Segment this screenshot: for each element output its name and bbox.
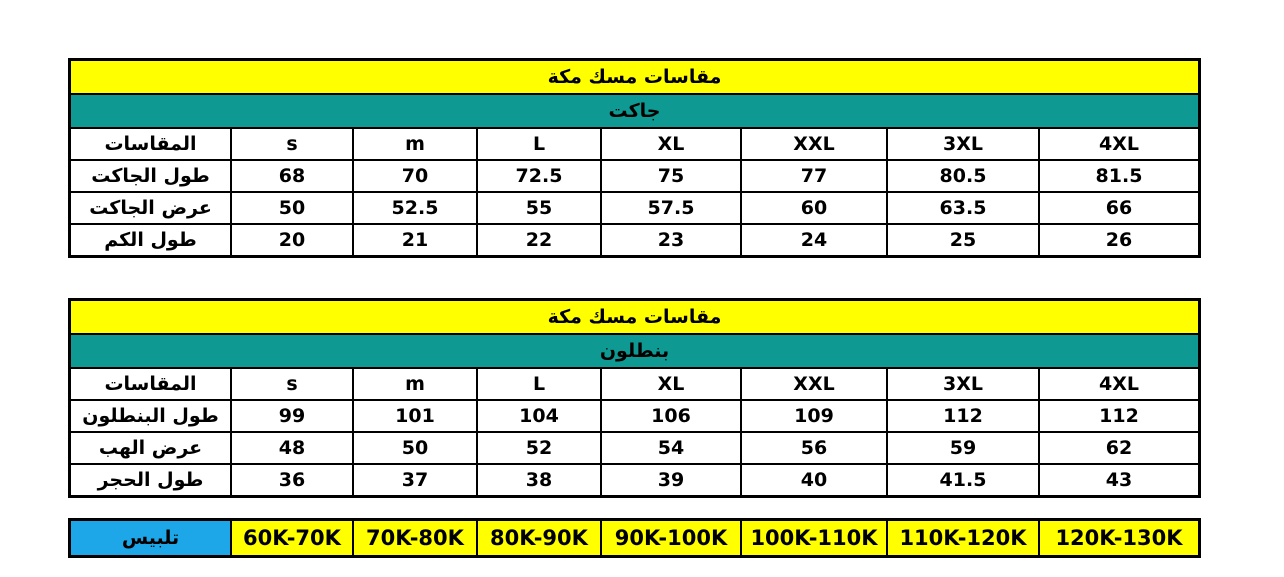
table-cell: 60 [741,192,887,224]
table-cell: 38 [477,464,601,495]
header-cell: s [231,369,353,400]
table-cell: 70 [353,160,477,192]
fit-weight-table [68,518,1201,558]
table-cell: 59 [887,432,1039,464]
table-cell: 43 [1039,464,1198,495]
header-cell: 4XL [1039,129,1198,160]
table-row [71,464,1198,495]
row-label: طول الجاكت [71,160,231,192]
table-cell: 26 [1039,224,1198,255]
weight-range-cell: 90K-100K [601,521,741,555]
jacket-size-table [68,58,1201,258]
table-cell: 72.5 [477,160,601,192]
table-cell: 23 [601,224,741,255]
weight-range-cell: 100K-110K [741,521,887,555]
table-cell: 99 [231,400,353,432]
pants-table-subtitle: بنطلون [71,335,1198,369]
table-cell: 39 [601,464,741,495]
table-cell: 48 [231,432,353,464]
table-cell: 56 [741,432,887,464]
weight-range-cell: 80K-90K [477,521,601,555]
table-cell: 101 [353,400,477,432]
weight-range-cell: 110K-120K [887,521,1039,555]
fit-grid [71,521,1198,555]
jacket-header-row [71,129,1198,160]
header-cell: 3XL [887,129,1039,160]
pants-table-title: مقاسات مسك مكة [71,301,1198,335]
table-row [71,432,1198,464]
header-cell: L [477,129,601,160]
header-cell: المقاسات [71,369,231,400]
table-cell: 109 [741,400,887,432]
table-cell: 37 [353,464,477,495]
table-cell: 54 [601,432,741,464]
header-cell: m [353,369,477,400]
header-cell: L [477,369,601,400]
table-row [71,224,1198,255]
row-label: عرض الهب [71,432,231,464]
table-cell: 52.5 [353,192,477,224]
table-cell: 41.5 [887,464,1039,495]
header-cell: s [231,129,353,160]
table-cell: 24 [741,224,887,255]
table-cell: 81.5 [1039,160,1198,192]
table-cell: 22 [477,224,601,255]
fit-row [71,521,1198,555]
table-row [71,160,1198,192]
pants-header-row [71,369,1198,400]
table-cell: 66 [1039,192,1198,224]
table-cell: 63.5 [887,192,1039,224]
jacket-table-title: مقاسات مسك مكة [71,61,1198,95]
row-label: عرض الجاكت [71,192,231,224]
weight-range-cell: 120K-130K [1039,521,1198,555]
table-cell: 40 [741,464,887,495]
table-cell: 21 [353,224,477,255]
row-label: طول البنطلون [71,400,231,432]
pants-grid [71,369,1198,495]
weight-range-cell: 70K-80K [353,521,477,555]
table-cell: 80.5 [887,160,1039,192]
table-cell: 36 [231,464,353,495]
header-cell: XL [601,129,741,160]
header-cell: XXL [741,129,887,160]
fit-label: تلبيس [71,521,231,555]
table-cell: 20 [231,224,353,255]
table-row [71,400,1198,432]
table-cell: 68 [231,160,353,192]
header-cell: XXL [741,369,887,400]
header-cell: XL [601,369,741,400]
header-cell: m [353,129,477,160]
header-cell: 3XL [887,369,1039,400]
table-cell: 104 [477,400,601,432]
weight-range-cell: 60K-70K [231,521,353,555]
table-row [71,192,1198,224]
table-cell: 50 [353,432,477,464]
pants-size-table [68,298,1201,498]
jacket-grid [71,129,1198,255]
table-cell: 112 [887,400,1039,432]
table-cell: 25 [887,224,1039,255]
row-label: طول الحجر [71,464,231,495]
table-cell: 52 [477,432,601,464]
table-cell: 62 [1039,432,1198,464]
table-cell: 75 [601,160,741,192]
jacket-table-subtitle: جاكت [71,95,1198,129]
table-cell: 77 [741,160,887,192]
table-cell: 112 [1039,400,1198,432]
table-cell: 57.5 [601,192,741,224]
header-cell: المقاسات [71,129,231,160]
table-cell: 106 [601,400,741,432]
table-cell: 50 [231,192,353,224]
header-cell: 4XL [1039,369,1198,400]
table-cell: 55 [477,192,601,224]
row-label: طول الكم [71,224,231,255]
